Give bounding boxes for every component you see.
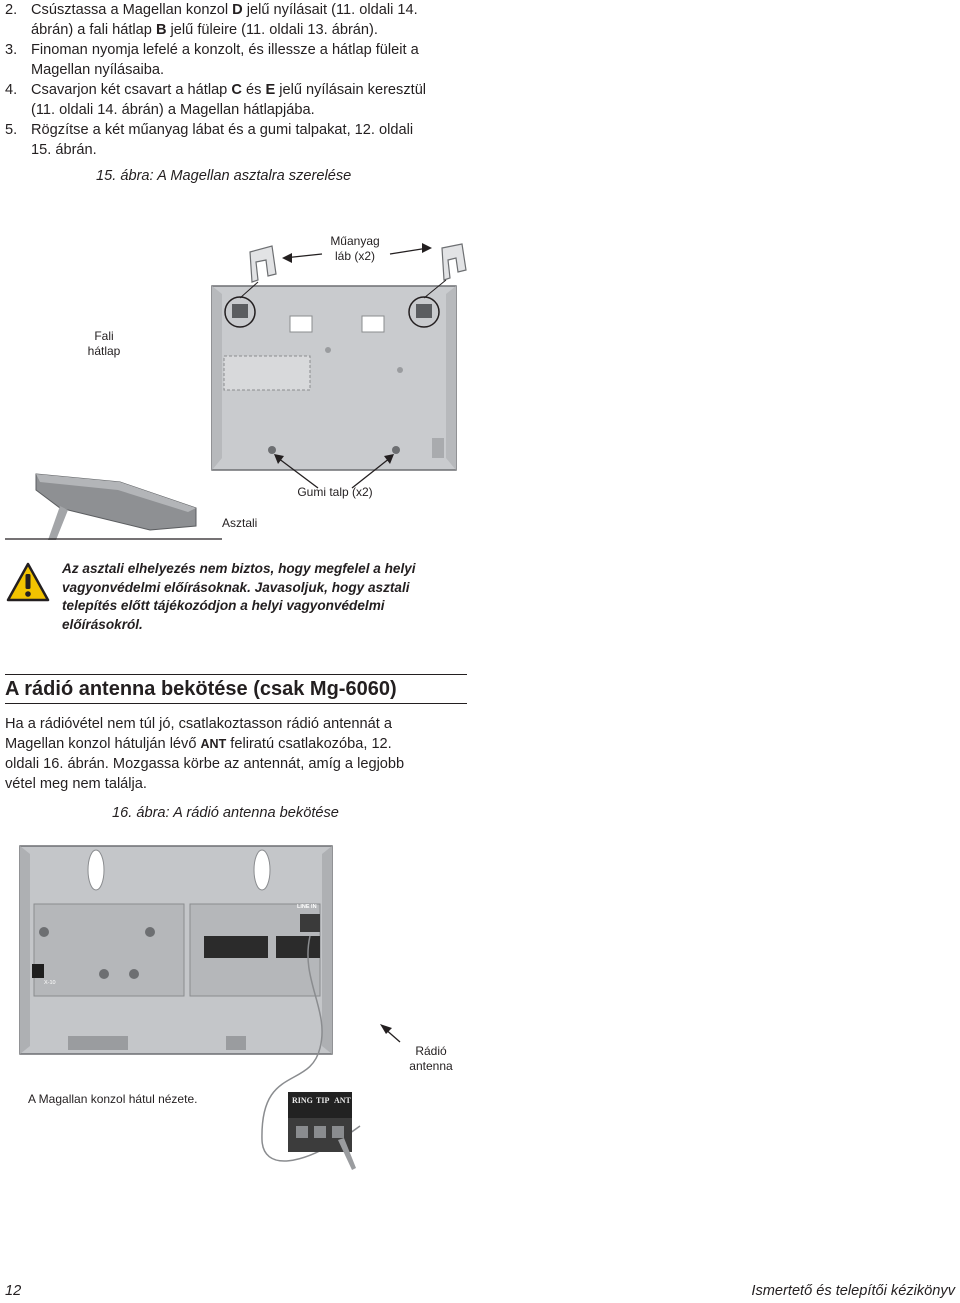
label-rubber-feet: Gumi talp (x2) <box>297 485 373 499</box>
step-number: 2. <box>5 2 18 18</box>
x10-label: X-10 <box>44 980 56 986</box>
section-top-rule <box>5 674 467 675</box>
step-text-line: ábrán) a fali hátlap B jelű füleire (11. oldali 13. ábrán). <box>31 22 378 38</box>
label-plastic-feet: Műanyag láb (x2) <box>330 234 380 263</box>
plastic-foot-left <box>250 246 276 282</box>
figure-16-illustration <box>0 840 480 1180</box>
step-3 <box>5 40 485 80</box>
page-number: 12 <box>5 1283 22 1299</box>
step-number: 4. <box>5 82 18 98</box>
ant-code: ANT <box>200 737 227 751</box>
step-text-line: Csúsztassa a Magellan konzol D jelű nyílásait (11. oldali 14. <box>31 2 418 18</box>
terminal-ant-label: ANT <box>334 1096 351 1105</box>
section-body: Ha a rádióvétel nem túl jó, csatlakoztasson rádió antennát a Magellan konzol hátulján lévő ANT feliratú csatlakozóba, 12. oldali 16. ábrán. Mozgassa körbe az antennát, amíg a legjobb vétel meg nem találja. <box>5 716 405 792</box>
footer-title: Ismertető és telepítői kézikönyv <box>751 1283 955 1299</box>
plastic-foot-right <box>442 244 466 280</box>
step-5 <box>5 120 485 160</box>
figure-16-caption: 16. ábra: A rádió antenna bekötése <box>112 805 339 821</box>
step-text-line: Rögzítse a két műanyag lábat és a gumi talpakat, 12. oldali <box>31 122 414 138</box>
step-number: 3. <box>5 42 18 58</box>
steps-list <box>5 0 485 160</box>
warning-text: Az asztali elhelyezés nem biztos, hogy megfelel a helyi vagyonvédelmi előírásoknak. Javasoljuk, hogy asztali telepítés előtt tájékozódjon a helyi vagyonvédelmi előírásokról. <box>62 561 416 632</box>
step-4 <box>5 80 485 120</box>
desk-console-drawing <box>5 474 222 540</box>
section-title: A rádió antenna bekötése (csak Mg-6060) <box>5 678 467 704</box>
step-text-line: 15. ábrán. <box>31 142 97 158</box>
line-in-label: LINE IN <box>297 904 317 910</box>
step-2 <box>5 0 485 40</box>
step-text-line: (11. oldali 14. ábrán) a Magellan hátlapjába. <box>31 102 315 118</box>
figure-15-caption: 15. ábra: A Magellan asztalra szerelése <box>96 168 352 184</box>
figure-15-illustration <box>0 190 480 550</box>
step-text-line: Magellan nyílásaiba. <box>31 62 165 78</box>
step-text-line: Csavarjon két csavart a hátlap C és E jelű nyílásain keresztül <box>31 82 427 98</box>
step-number: 5. <box>5 122 18 138</box>
label-wall-backplate: Fali hátlap <box>87 329 121 358</box>
terminal-tip-label: TIP <box>316 1096 330 1105</box>
label-back-view: A Magallan konzol hátul nézete. <box>28 1092 198 1106</box>
step-text-line: Finoman nyomja lefelé a konzolt, és illessze a hátlap füleit a <box>31 42 419 58</box>
label-desk: Asztali <box>222 516 258 530</box>
console-back-view-drawing <box>20 846 332 1054</box>
terminal-ring-label: RING <box>292 1096 313 1105</box>
warning-icon <box>6 562 50 602</box>
label-radio-antenna: Rádió antenna <box>409 1044 453 1073</box>
